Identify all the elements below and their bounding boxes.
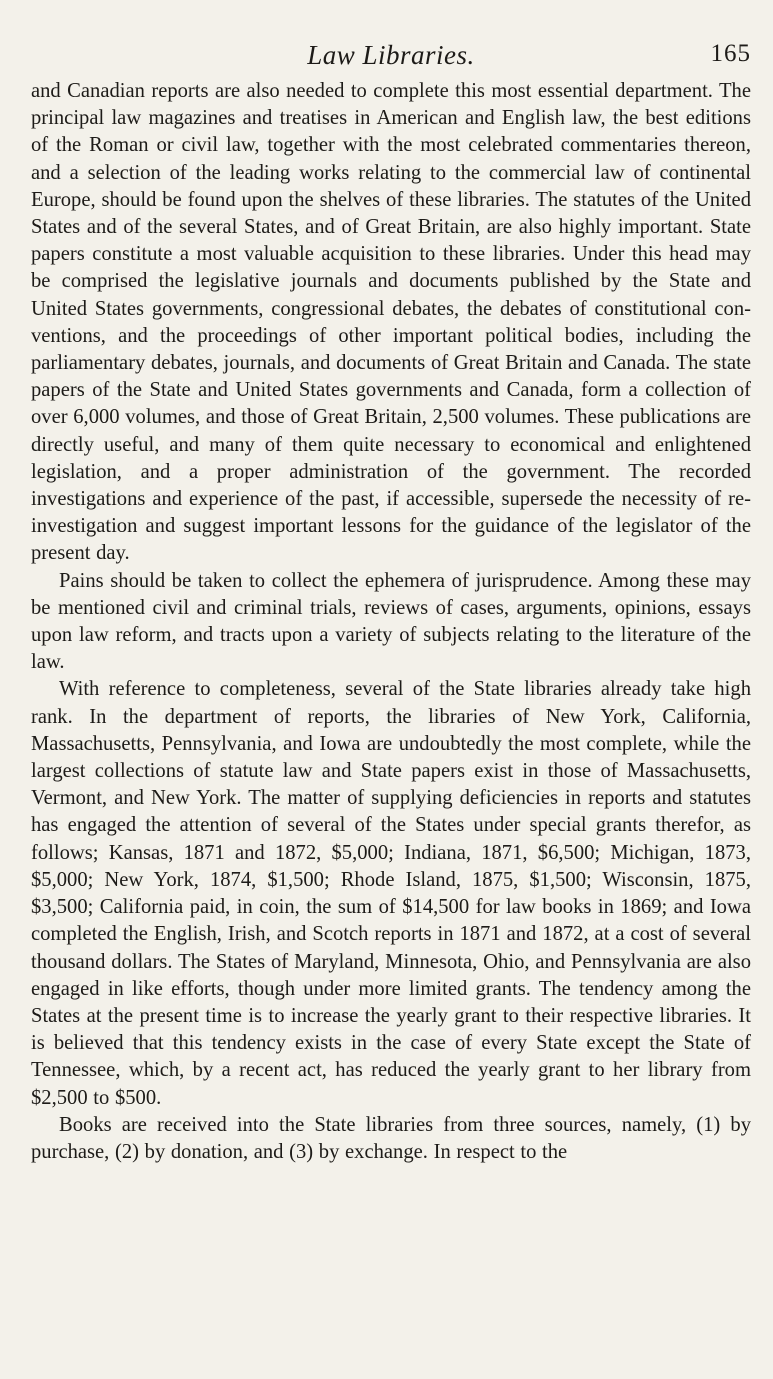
paragraph-completeness: With reference to completeness, several of the State libraries already take high rank. In the department of reports, the libraries of New York, California, Massachusetts, Pennsylvania, and Iowa are undoubtedly the most complete, while the largest collections of statute law and State papers exist in those of Massachusetts, Vermont, and New York. The matter of supplying deficiencies in reports and statutes has engaged the attention of several of the States under special grants therefor, as follows; Kansas, 1871 and 1872, $5,000; Indiana, 1871, $6,500; Michigan, 1873, $5,000; New York, 1874, $1,500; Rhode Island, 1875, $1,500; Wisconsin, 1875, $3,500; California paid, in coin, the sum of $14,500 for law books in 1869; and Iowa completed the English, Irish, and Scotch reports in 1871 and 1872, at a cost of several thousand dollars. The States of Maryland, Minnesota, Ohio, and Pennsylvania are also engaged in like efforts, though under more limited grants. The tendency among the States at the present time is to increase the yearly grant to their respective libraries. It is believed that this tendency exists in the case of every State except the State of Tennessee, which, by a recent act, has reduced the yearly grant to her library from $2,500 to $500. <box>31 678 751 1109</box>
body-text <box>31 78 751 1166</box>
running-title: Law Libraries. <box>307 40 475 70</box>
paragraph-sources: Books are received into the State libraries from three sources, namely, (1) by purchase, (2) by donation, and (3) by exchange. In respect to the <box>31 1113 751 1163</box>
running-head <box>31 0 751 78</box>
paragraph-continuation: and Canadian reports are also needed to complete this most essential department. The principal law magazines and treatises in American and English law, the best editions of the Roman or civil law, together with the most celebrated commentaries thereon, and a selection of the leading works relating to the commercial law of continental Europe, should be found upon the shelves of these libraries. The statutes of the United States and of the several States, and of Great Britain, are also highly important. State papers constitute a most valuable acquisition to these libraries. Under this head may be comprised the legislative journals and documents published by the State and United States governments, congressional debates, the debates of constitutional conventions, and the proceedings of other important political bodies, including the parliamentary debates, journals, and documents of Great Britain and Canada. The state papers of the State and United States governments and Canada, form a collection of over 6,000 volumes, and those of Great Britain, 2,500 volumes. These publications are directly useful, and many of them quite necessary to economical and enlightened legislation, and a proper administration of the government. The recorded investigations and experience of the past, if accessible, supersede the necessity of re-investigation and suggest important lessons for the guidance of the legislator of the present day. <box>31 80 751 565</box>
paragraph-ephemera: Pains should be taken to collect the ephemera of jurisprudence. Among these may be mentioned civil and criminal trials, reviews of cases, arguments, opinions, essays upon law reform, and tracts upon a variety of subjects relating to the literature of the law. <box>31 569 751 674</box>
page-number: 165 <box>710 40 751 67</box>
